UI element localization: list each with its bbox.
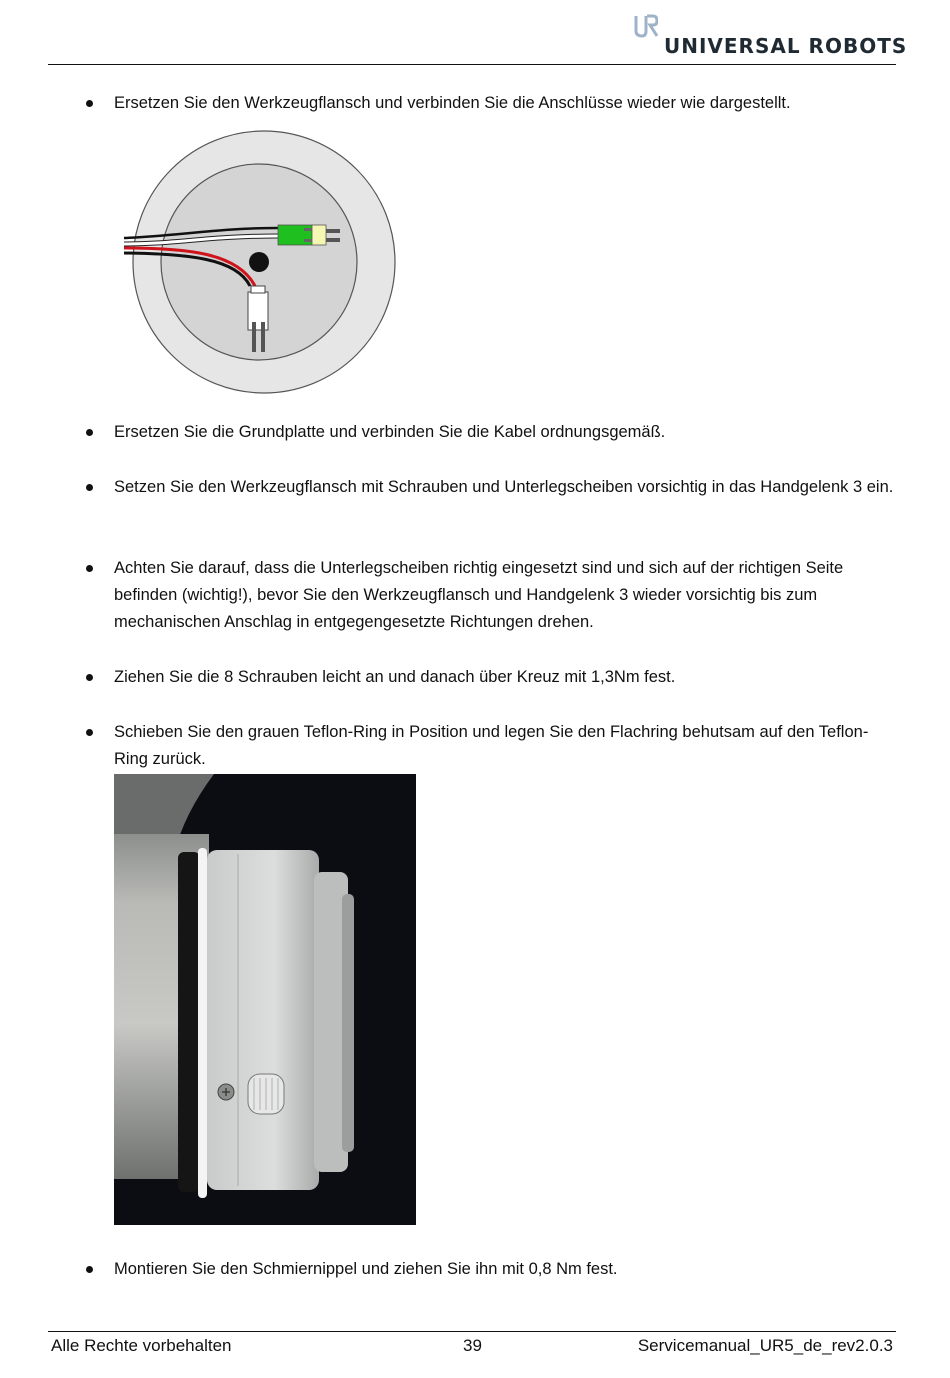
header-rule <box>48 64 896 65</box>
ur-logo-icon <box>634 14 658 40</box>
list-item-text: Achten Sie darauf, dass die Unterlegscheiben richtig eingesetzt sind und sich auf der richtigen Seite befinden (wichtig!), bevor Sie den Werkzeugflansch und Handgelenk 3 wieder vorsichtig bis zum mechanischen Anschlag in entgegengesetzte Richtungen drehen. <box>114 559 844 631</box>
bullet-icon <box>86 565 93 572</box>
list-item-text: Ziehen Sie die 8 Schrauben leicht an und danach über Kreuz mit 1,3Nm fest. <box>114 668 676 686</box>
list-item-text: Ersetzen Sie den Werkzeugflansch und verbinden Sie die Anschlüsse wieder wie dargestellt. <box>114 94 791 112</box>
list-item-text: Ersetzen Sie die Grundplatte und verbinden Sie die Kabel ordnungsgemäß. <box>114 423 666 441</box>
list-item-text: Montieren Sie den Schmiernippel und ziehen Sie ihn mit 0,8 Nm fest. <box>114 1260 618 1278</box>
page-number: 39 <box>463 1336 482 1355</box>
bullet-icon <box>86 100 93 107</box>
universal-robots-logo <box>634 14 908 58</box>
bullet-icon <box>86 674 93 681</box>
bullet-icon <box>86 484 93 491</box>
footer-copyright: Alle Rechte vorbehalten <box>51 1336 232 1355</box>
connector-yellow <box>312 225 326 245</box>
flange-connector-diagram <box>118 128 398 398</box>
teflon-ring-photo <box>114 774 416 1225</box>
center-hole <box>249 252 269 272</box>
bullet-icon <box>86 429 93 436</box>
bullet-icon <box>86 729 93 736</box>
logo-text: UNIVERSAL ROBOTS <box>664 34 908 58</box>
list-item-text: Setzen Sie den Werkzeugflansch mit Schrauben und Unterlegscheiben vorsichtig in das Handgelenk 3 ein. <box>114 478 894 496</box>
bullet-icon <box>86 1266 93 1273</box>
list-item-text: Schieben Sie den grauen Teflon-Ring in Position und legen Sie den Flachring behutsam auf den Teflon-Ring zurück. <box>114 723 869 768</box>
document-id: Servicemanual_UR5_de_rev2.0.3 <box>637 1336 893 1355</box>
footer-rule <box>48 1331 896 1332</box>
